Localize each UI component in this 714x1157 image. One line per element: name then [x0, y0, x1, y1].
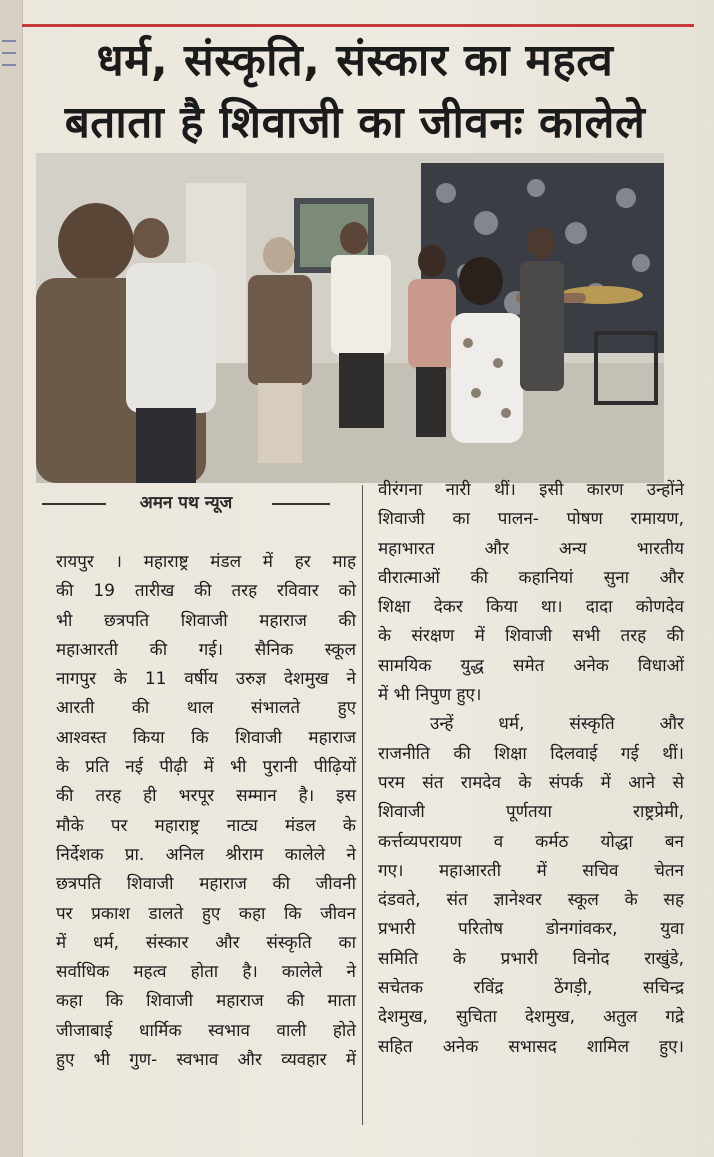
- article-line: महाआरती की गई। सैनिक स्कूल: [56, 639, 356, 660]
- article-line: शिवाजी का पालन- पोषण रामायण,: [378, 509, 684, 530]
- photo-illustration: [36, 153, 664, 483]
- article-line: भी छत्रपति शिवाजी महाराज की: [56, 610, 356, 631]
- article-line: राजनीति की शिक्षा दिलवाई गई थीं।: [378, 743, 684, 764]
- article-line: सहित अनेक सभासद शामिल हुए।: [378, 1036, 684, 1057]
- article-line: कहा कि शिवाजी महाराज की माता: [56, 991, 356, 1012]
- article-line: निर्देशक प्रा. अनिल श्रीराम कालेले ने: [56, 844, 356, 865]
- article-line: की तरह ही भरपूर सम्मान है। इस: [56, 786, 356, 807]
- headline-line-1: धर्म, संस्कृति, संस्कार का महत्व: [96, 35, 614, 86]
- article-line: रायपुर । महाराष्ट्र मंडल में हर माह: [56, 552, 356, 572]
- article-line: में धर्म, संस्कार और संस्कृति का: [56, 932, 356, 953]
- article-line: हुए भी गुण- स्वभाव और व्यवहार में: [56, 1050, 356, 1071]
- column-divider: [362, 485, 363, 1125]
- article-line: पर प्रकाश डालते हुए कहा कि जीवन: [56, 903, 356, 924]
- article-column-left: [56, 548, 356, 1075]
- article-line: की 19 तारीख की तरह रविवार को: [56, 581, 356, 602]
- article-line: जीजाबाई धार्मिक स्वभाव वाली होते: [56, 1020, 356, 1041]
- headline-line-2: बताता है शिवाजी का जीवनः कालेले: [64, 97, 646, 148]
- article-line: नागपुर के 11 वर्षीय उरुज्ञ देशमुख ने: [56, 669, 356, 690]
- article-line: देशमुख, सुचिता देशमुख, अतुल गद्रे: [378, 1007, 684, 1028]
- article-line: गए। महाआरती में सचिव चेतन: [378, 860, 684, 881]
- article-line: मौके पर महाराष्ट्र नाट्य मंडल के: [56, 815, 356, 836]
- article-line: महाभारत और अन्य भारतीय: [378, 538, 684, 559]
- article-line: के संरक्षण में शिवाजी सभी तरह की: [378, 626, 684, 647]
- article-line: दंडवते, संत ज्ञानेश्वर स्कूल के सह: [378, 890, 684, 911]
- article-column-right: [378, 476, 684, 1062]
- article-line: प्रभारी परितोष डोनगांवकर, युवा: [378, 919, 684, 940]
- page-edge-strip: [0, 0, 23, 1157]
- article-line: शिक्षा देकर किया था। दादा कोणदेव: [378, 597, 684, 618]
- article-line: में भी निपुण हुए।: [378, 685, 482, 706]
- article-line: शिवाजी पूर्णतया राष्ट्रप्रेमी,: [378, 802, 684, 823]
- article-line: छत्रपति शिवाजी महाराज की जीवनी: [56, 874, 356, 895]
- article-line: के प्रति नई पीढ़ी में भी पुरानी पीढ़ियों: [56, 757, 356, 778]
- article-line: वीरात्माओं की कहानियां सुना और: [378, 567, 684, 588]
- article-line: कर्त्तव्यपरायण व कर्मठ योद्धा बन: [378, 831, 684, 852]
- article-line: उन्हें धर्म, संस्कृति और: [430, 714, 684, 735]
- article-line: आश्वस्त किया कि शिवाजी महाराज: [56, 727, 356, 748]
- article-line: सामयिक युद्ध समेत अनेक विधाओं: [378, 655, 684, 676]
- article-line: सचेतक रविंद्र ठेंगड़ी, सचिन्द्र: [378, 978, 684, 999]
- headline-rule: [22, 24, 694, 27]
- article-line: सर्वाधिक महत्व होता है। कालेले ने: [56, 962, 356, 983]
- article-line: आरती की थाल संभालते हुए: [56, 698, 356, 719]
- article-line: समिति के प्रभारी विनोद राखुंडे,: [378, 948, 684, 969]
- headline: [30, 30, 680, 154]
- news-photo: [36, 153, 664, 483]
- article-line: वीरंगना नारी थीं। इसी कारण उन्होंने: [378, 480, 684, 500]
- byline: अमन पथ न्यूज: [36, 488, 336, 518]
- article-line: परम संत रामदेव के संपर्क में आने से: [378, 772, 684, 793]
